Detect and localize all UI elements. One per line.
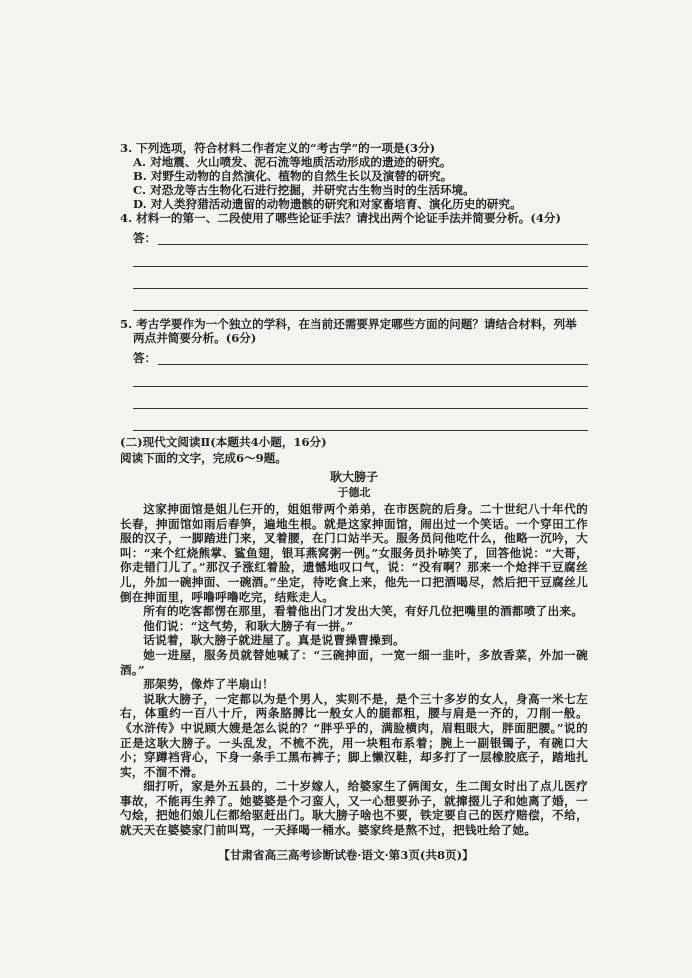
q5-answer-line[interactable]: [133, 409, 588, 431]
section-header: (二)现代文阅读Ⅱ(本题共4小题，16分): [120, 435, 327, 449]
q4-answer-line[interactable]: [133, 245, 588, 267]
q4-answer-line[interactable]: [133, 267, 588, 289]
q5-answer-row: [133, 349, 588, 365]
paragraph: 细打听，家是外五县的，二十岁嫁人，给婆家生了俩闺女，生二闺女时出了点儿医疗事故，不能再生养了。她婆婆是个刁蛮人，又一心想要孙子，就撺掇儿子和她离了婚，一勺烩，把她们娘儿仨都给驱赶出门。耿大膀子啥也不要，铁定要自己的医疗赔偿，不给，就天天在婆婆家门前叫骂，一天择喝一桶水。婆家终是熬不过，把钱吐给了她。: [120, 779, 588, 838]
option-b: B. 对野生动物的自然演化、植物的自然生长以及演替的研究。: [133, 169, 453, 183]
paragraph: 那架势，像炸了半扇山！: [143, 677, 275, 692]
q5-answer-line[interactable]: [133, 387, 588, 409]
q4-answer-line[interactable]: [133, 289, 588, 311]
page-content: [120, 0, 588, 902]
article-body: [120, 502, 588, 838]
section-2: [120, 435, 588, 465]
paragraph: 所有的吃客都愣在那里，看着他出门才发出大笑，有好几位把嘴里的酒都喷了出来。: [143, 604, 584, 619]
question-3: [120, 141, 588, 211]
article-title: 耿大膀子: [329, 470, 378, 484]
paragraph: 这家抻面馆是姐儿仨开的，姐姐带两个弟弟，在市医院的后身。二十世纪八十年代的长春，抻面馆如雨后春笋，遍地生根。就是这家抻面馆，闹出过一个笑话。一个穿田工作服的汉子，一脚踏进门来，叉着腰，在门口站半天。服务员问他吃什么，他略一沉吟，大叫：“来个红烧熊掌、鲨鱼翅，银耳燕窝粥一例。”女服务员扑哧笑了，回答他说：“大哥，你走错门儿了。”那汉子涨红着脸，遗憾地叹口气，说：“没有啊？那来一个炝拌干豆腐丝儿，外加一碗抻面、一碗酒。”坐定，待吃食上来，他先一口把酒喝尽，然后把干豆腐丝儿倒在抻面里，呼噜呼噜吃完，结账走人。: [120, 502, 588, 604]
q4-answer-line[interactable]: [158, 232, 588, 245]
q5-answer-line[interactable]: [133, 365, 588, 387]
question-3-stem: 3. 下列选项，符合材料二作者定义的“考古学”的一项是(3分): [120, 141, 436, 155]
article-author: 于德北: [337, 486, 371, 499]
paragraph: 话说着，耿大膀子就进屋了。真是说曹操曹操到。: [143, 633, 405, 648]
paragraph: 说耿大膀子，一定都以为是个男人，实则不是，是个三十多岁的女人，身高一米七左右，体重约一百八十斤，两条胳膊比一般女人的腿都粗，腰与肩是一齐的，刀削一般。《水浒传》中说顾大嫂是怎么说的？“胖乎乎的，满脸横肉，眉粗眼大，胖面肥腰。”说的正是这耿大膀子。一头乱发，不梳不洗，用一块粗布系着；腕上一副银镯子，有碗口大小；穿蹲裆背心，下身一条手工黑布裤子；脚上懒汉鞋，却多打了一层橡胶底子，踏地扎实，不溜不滑。: [120, 691, 588, 779]
paragraph: 他们说：“这气势，和耿大膀子有一拼。”: [143, 618, 354, 633]
option-d: D. 对人类狩猎活动遗留的动物遗骸的研究和对家畜培育、演化历史的研究。: [133, 197, 522, 211]
page-footer: 【甘肃省高三高考诊断试卷·语文·第3页(共8页)】: [218, 847, 474, 862]
q4-answer-label: 答：: [133, 231, 157, 245]
q4-answer-row: [133, 229, 588, 245]
q5-answer-line[interactable]: [158, 352, 588, 365]
option-c: C. 对恐龙等古生物化石进行挖掘，并研究古生物当时的生活环境。: [133, 183, 475, 197]
paragraph: 她一进屋，服务员就替她喊了：“三碗抻面，一宽一细一韭叶，多放香菜，外加一碗酒。”: [120, 647, 588, 677]
q5-answer-label: 答：: [133, 351, 157, 365]
question-5-stem: 5. 考古学要作为一个独立的学科，在当前还需要界定哪些方面的问题？请结合材料，列举两点并简要分析。(6分): [120, 317, 577, 345]
option-a: A. 对地震、火山喷发、泥石流等地质活动形成的遗迹的研究。: [133, 155, 452, 169]
question-4-stem: 4. 材料一的第一、二段使用了哪些论证手法？请找出两个论证手法并简要分析。(4分): [120, 211, 561, 225]
section-instruction: 阅读下面的文字，完成6～9题。: [120, 451, 287, 465]
